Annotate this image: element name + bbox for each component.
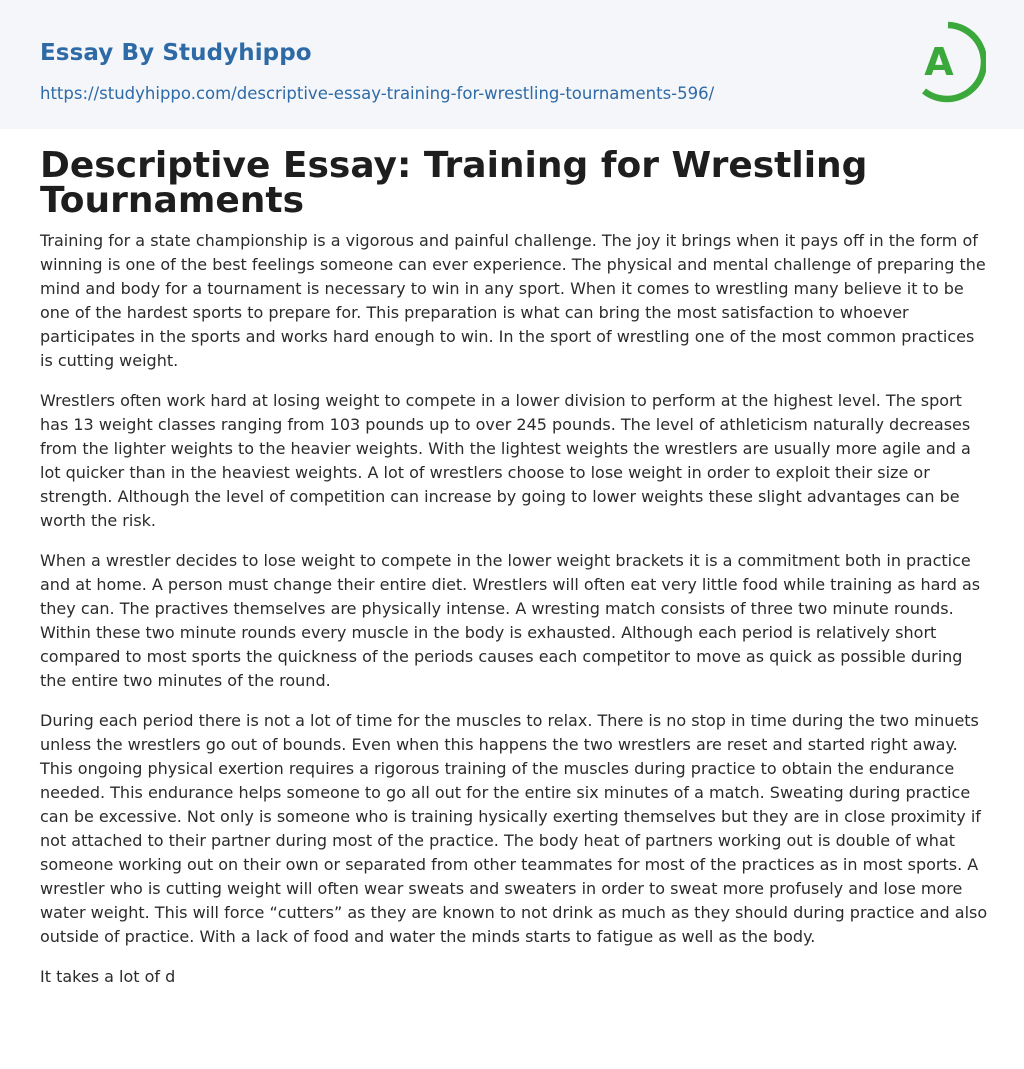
brand-title[interactable]: Essay By Studyhippo bbox=[40, 40, 312, 66]
essay-paragraph: When a wrestler decides to lose weight to compete in the lower weight brackets it is a commitment both in practice and at home. A person must change their entire diet. Wrestlers will often eat very little food while training as hard as they can. The practives themselves are physically intense. A wresting match consists of three two minute rounds. Within these two minute rounds every muscle in the body is exhausted. Although each period is relatively short compared to most sports the quickness of the periods causes each competitor to move as quick as possible during the entire two minutes of the round. bbox=[40, 551, 981, 690]
essay-paragraph: It takes a lot of d bbox=[40, 967, 176, 986]
essay-title: Descriptive Essay: Training for Wrestling Tournaments bbox=[40, 145, 868, 221]
studyhippo-a-logo-icon[interactable] bbox=[912, 19, 986, 105]
essay-body bbox=[40, 229, 988, 1005]
essay-paragraph: Wrestlers often work hard at losing weight to compete in a lower division to perform at the highest level. The sport has 13 weight classes ranging from 103 pounds up to over 245 pounds. The level of athleticism naturally decreases from the lighter weights to the heavier weights. With the lightest weights the wrestlers are usually more agile and a lot quicker than in the heaviest weights. A lot of wrestlers choose to lose weight in order to exploit their size or strength. Although the level of competition can increase by going to lower weights these slight advantages can be worth the risk. bbox=[40, 391, 971, 530]
logo-letter: A bbox=[924, 40, 954, 84]
essay-url-link[interactable]: https://studyhippo.com/descriptive-essay-training-for-wrestling-tournaments-596/ bbox=[40, 84, 715, 103]
essay-paragraph: Training for a state championship is a vigorous and painful challenge. The joy it brings when it pays off in the form of winning is one of the best feelings someone can ever experience. The physical and mental challenge of preparing the mind and body for a tournament is necessary to win in any sport. When it comes to wrestling many believe it to be one of the hardest sports to prepare for. This preparation is what can bring the most satisfaction to whoever participates in the sports and works hard enough to win. In the sport of wrestling one of the most common practices is cutting weight. bbox=[40, 231, 986, 370]
site-header bbox=[0, 0, 1024, 129]
essay-paragraph: During each period there is not a lot of time for the muscles to relax. There is no stop in time during the two minuets unless the wrestlers go out of bounds. Even when this happens the two wrestlers are reset and started right away. This ongoing physical exertion requires a rigorous training of the muscles during practice to obtain the endurance needed. This endurance helps someone to go all out for the entire six minutes of a match. Sweating during practice can be excessive. Not only is someone who is training hysically exerting themselves but they are in close proximity if not attached to their partner during most of the practice. The body heat of partners working out is double of what someone working out on their own or separated from other teammates for most of the practices as in most sports. A wrestler who is cutting weight will often wear sweats and sweaters in order to sweat more profusely and lose more water weight. This will force “cutters” as they are known to not drink as much as they should during practice and also outside of practice. With a lack of food and water the minds starts to fatigue as well as the body. bbox=[40, 711, 988, 946]
